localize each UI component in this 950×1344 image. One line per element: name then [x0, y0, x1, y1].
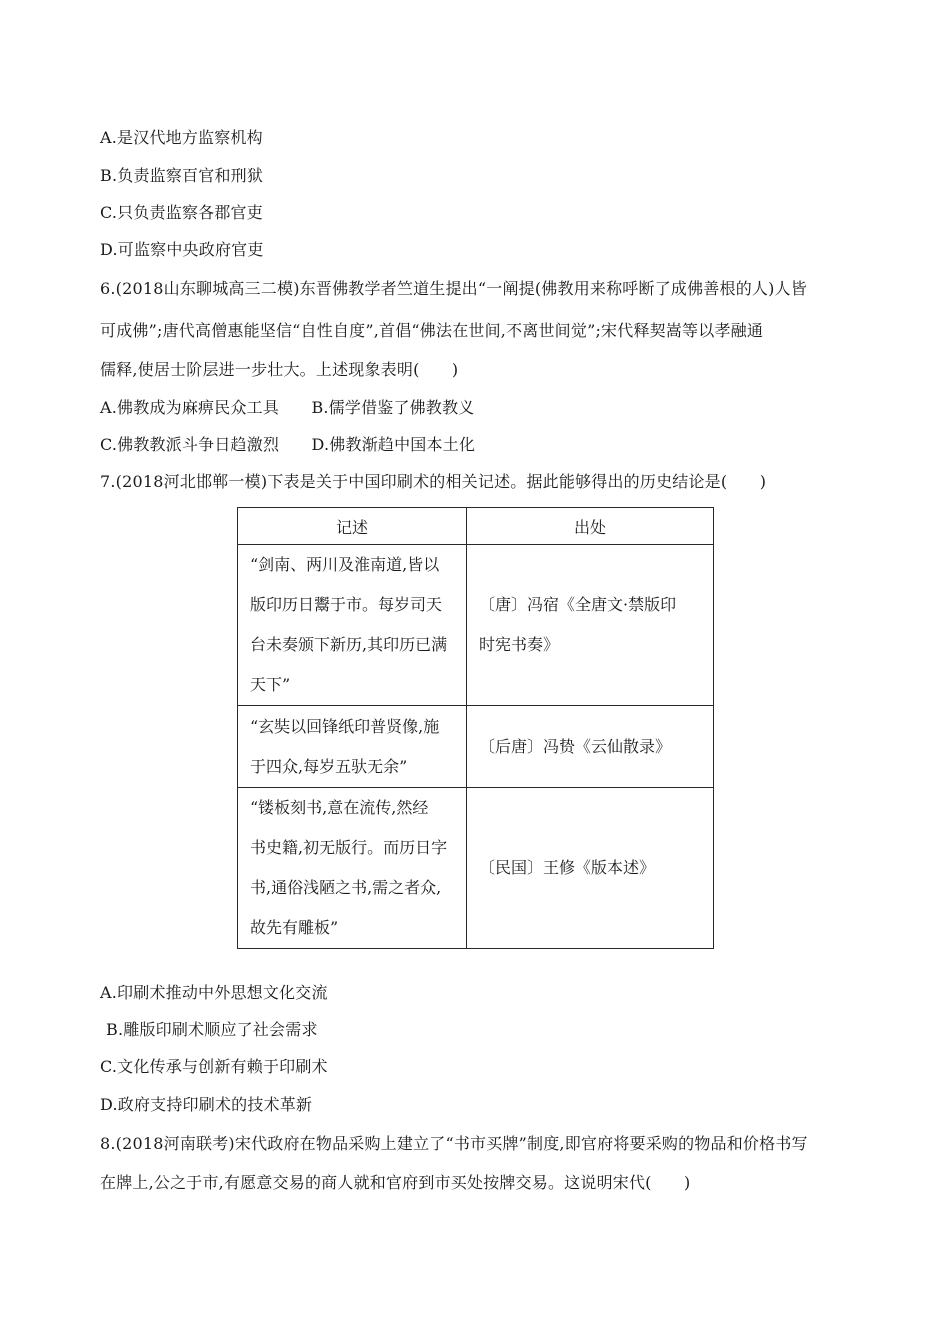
record-line: “镂板刻书,意在流传,然经 [250, 798, 429, 817]
q6-stem-line-1: 6.(2018山东聊城高三二模)东晋佛教学者竺道生提出“一阐提(佛教用来称呼断了成佛善根的人)人皆 [100, 279, 807, 298]
q6-stem-line-2: 可成佛”;唐代高僧惠能坚信“自性自度”,首倡“佛法在世间,不离世间觉”;宋代释契嵩等以孝融通 [100, 321, 764, 340]
q7-stem: 7.(2018河北邯郸一模)下表是关于中国印刷术的相关记述。据此能够得出的历史结论是( ) [100, 472, 767, 491]
q5-option-b: B.负责监察百官和刑狱 [100, 166, 264, 185]
q5-option-c: C.只负责监察各郡官吏 [100, 203, 263, 222]
table-row [238, 788, 714, 949]
record-line: 于四众,每岁五驮无余” [250, 756, 408, 776]
record-line: 书史籍,初无版行。而历日字 [250, 838, 448, 857]
record-cell [238, 706, 467, 788]
source-line: 〔唐〕冯宿《全唐文·禁版印 [479, 595, 677, 614]
source-line: 〔后唐〕冯贽《云仙散录》 [479, 736, 672, 756]
record-line: “剑南、两川及淮南道,皆以 [250, 555, 440, 574]
q8-stem-line-1: 8.(2018河南联考)宋代政府在物品采购上建立了“书市买牌”制度,即官府将要采购的物品和价格书写 [100, 1134, 808, 1153]
q7-option-b: B.雕版印刷术顺应了社会需求 [106, 1020, 318, 1039]
q7-option-c: C.文化传承与创新有赖于印刷术 [100, 1057, 328, 1076]
record-line: 台未奏颁下新历,其印历已满 [250, 635, 448, 654]
source-line: 〔民国〕王修《版本述》 [479, 858, 656, 877]
table-row [238, 706, 714, 788]
q5-option-a: A.是汉代地方监察机构 [100, 128, 263, 147]
source-line: 时宪书奏》 [479, 635, 560, 654]
q8-stem-line-2: 在牌上,公之于市,有愿意交易的商人就和官府到市买处按牌交易。这说明宋代( ) [100, 1173, 691, 1192]
q5-option-d: D.可监察中央政府官吏 [100, 240, 264, 259]
record-line: 天下” [250, 675, 291, 694]
record-line: 版印历日鬻于市。每岁司天 [250, 595, 443, 614]
q7-option-a: A.印刷术推动中外思想文化交流 [100, 983, 328, 1002]
q6-stem-line-3: 儒释,使居士阶层进一步壮大。上述现象表明( ) [100, 360, 459, 379]
printing-records-table [237, 507, 714, 949]
header-record: 记述 [238, 508, 467, 545]
record-cell [238, 788, 467, 949]
record-line: 书,通俗浅陋之书,需之者众, [250, 878, 442, 897]
q6-options-ab: A.佛教成为麻痹民众工具 B.儒学借鉴了佛教教义 [100, 398, 475, 417]
source-cell [467, 706, 714, 788]
table-header-row [238, 508, 714, 545]
q6-options-cd: C.佛教教派斗争日趋激烈 D.佛教渐趋中国本土化 [100, 435, 476, 454]
table-row [238, 545, 714, 706]
q7-option-d: D.政府支持印刷术的技术革新 [100, 1095, 313, 1114]
header-source: 出处 [467, 508, 714, 545]
record-line: “玄奘以回锋纸印普贤像,施 [250, 716, 440, 736]
source-cell [467, 788, 714, 949]
source-cell [467, 545, 714, 706]
record-cell [238, 545, 467, 706]
record-line: 故先有雕板” [250, 918, 339, 937]
